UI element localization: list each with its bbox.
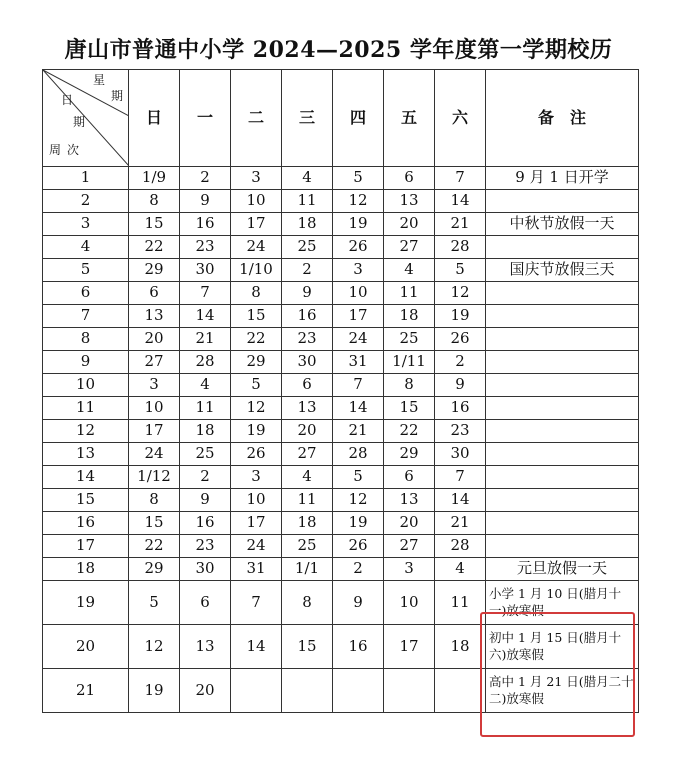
date-cell: 25	[384, 328, 435, 351]
date-cell: 29	[231, 351, 282, 374]
date-cell: 24	[333, 328, 384, 351]
date-cell: 6	[282, 374, 333, 397]
date-cell: 20	[384, 213, 435, 236]
date-cell: 23	[180, 535, 231, 558]
note-cell	[486, 466, 639, 489]
week-number-cell: 18	[43, 558, 129, 581]
date-cell: 27	[384, 236, 435, 259]
week-number-cell: 20	[43, 625, 129, 669]
table-row	[43, 625, 639, 669]
note-cell	[486, 351, 639, 374]
corner-label-ri: 日	[61, 93, 74, 107]
table-row	[43, 167, 639, 190]
date-cell: 12	[333, 190, 384, 213]
table-row	[43, 443, 639, 466]
table-row	[43, 190, 639, 213]
date-cell: 24	[231, 535, 282, 558]
date-cell: 10	[129, 397, 180, 420]
date-cell: 4	[180, 374, 231, 397]
week-number-cell: 11	[43, 397, 129, 420]
date-cell: 11	[282, 489, 333, 512]
date-cell: 2	[180, 167, 231, 190]
date-cell: 7	[435, 466, 486, 489]
date-cell: 6	[384, 466, 435, 489]
date-cell: 23	[435, 420, 486, 443]
date-cell: 13	[384, 489, 435, 512]
date-cell: 2	[435, 351, 486, 374]
date-cell: 27	[282, 443, 333, 466]
date-cell: 6	[384, 167, 435, 190]
date-cell: 30	[282, 351, 333, 374]
date-cell: 18	[435, 625, 486, 669]
date-cell: 18	[384, 305, 435, 328]
table-row	[43, 512, 639, 535]
corner-label-zhou: 周	[49, 143, 62, 157]
date-cell: 25	[180, 443, 231, 466]
week-number-cell: 9	[43, 351, 129, 374]
note-cell: 国庆节放假三天	[486, 259, 639, 282]
corner-label-qi-left: 期	[73, 115, 86, 129]
date-cell: 17	[333, 305, 384, 328]
header-day-fri: 五	[384, 70, 435, 167]
table-row	[43, 351, 639, 374]
date-cell: 18	[180, 420, 231, 443]
date-cell: 12	[435, 282, 486, 305]
date-cell: 13	[129, 305, 180, 328]
date-cell: 26	[333, 236, 384, 259]
date-cell: 5	[435, 259, 486, 282]
table-row	[43, 535, 639, 558]
note-cell: 小学 1 月 10 日(腊月十一)放寒假	[486, 581, 639, 625]
date-cell: 1/10	[231, 259, 282, 282]
week-number-cell: 14	[43, 466, 129, 489]
page-title: 唐山市普通中小学 2024—2025 学年度第一学期校历	[64, 37, 613, 63]
note-cell	[486, 420, 639, 443]
date-cell: 12	[333, 489, 384, 512]
date-cell: 19	[333, 213, 384, 236]
date-cell: 26	[333, 535, 384, 558]
date-cell: 9	[282, 282, 333, 305]
date-cell: 27	[129, 351, 180, 374]
date-cell: 5	[333, 466, 384, 489]
date-cell: 16	[180, 213, 231, 236]
week-number-cell: 4	[43, 236, 129, 259]
table-row	[43, 282, 639, 305]
date-cell: 11	[384, 282, 435, 305]
header-day-thu: 四	[333, 70, 384, 167]
date-cell: 10	[384, 581, 435, 625]
date-cell: 19	[129, 669, 180, 713]
note-cell	[486, 489, 639, 512]
date-cell: 18	[282, 213, 333, 236]
date-cell: 3	[129, 374, 180, 397]
date-cell: 14	[435, 190, 486, 213]
header-day-wed: 三	[282, 70, 333, 167]
note-cell	[486, 443, 639, 466]
date-cell: 6	[180, 581, 231, 625]
date-cell: 15	[129, 512, 180, 535]
date-cell: 24	[129, 443, 180, 466]
date-cell: 9	[180, 190, 231, 213]
date-cell: 30	[180, 259, 231, 282]
date-cell: 4	[282, 167, 333, 190]
table-row	[43, 466, 639, 489]
date-cell: 4	[282, 466, 333, 489]
header-corner-cell	[43, 70, 129, 167]
week-number-cell: 8	[43, 328, 129, 351]
header-notes: 备 注	[486, 70, 639, 167]
date-cell: 8	[231, 282, 282, 305]
week-number-cell: 16	[43, 512, 129, 535]
date-cell: 21	[333, 420, 384, 443]
date-cell: 28	[180, 351, 231, 374]
week-number-cell: 19	[43, 581, 129, 625]
date-cell: 29	[384, 443, 435, 466]
week-number-cell: 21	[43, 669, 129, 713]
date-cell: 10	[231, 190, 282, 213]
table-row	[43, 420, 639, 443]
date-cell: 8	[129, 489, 180, 512]
date-cell: 25	[282, 535, 333, 558]
date-cell	[435, 669, 486, 713]
table-row	[43, 397, 639, 420]
note-cell: 初中 1 月 15 日(腊月十六)放寒假	[486, 625, 639, 669]
date-cell: 17	[231, 213, 282, 236]
header-day-mon: 一	[180, 70, 231, 167]
table-row	[43, 305, 639, 328]
date-cell: 19	[333, 512, 384, 535]
date-cell: 10	[333, 282, 384, 305]
date-cell: 30	[180, 558, 231, 581]
table-row	[43, 489, 639, 512]
week-number-cell: 15	[43, 489, 129, 512]
date-cell: 30	[435, 443, 486, 466]
date-cell: 7	[231, 581, 282, 625]
date-cell: 9	[180, 489, 231, 512]
note-cell: 元旦放假一天	[486, 558, 639, 581]
date-cell: 20	[384, 512, 435, 535]
date-cell: 28	[435, 535, 486, 558]
date-cell: 26	[435, 328, 486, 351]
date-cell: 4	[384, 259, 435, 282]
date-cell: 16	[435, 397, 486, 420]
date-cell	[384, 669, 435, 713]
date-cell: 13	[384, 190, 435, 213]
table-row	[43, 374, 639, 397]
week-number-cell: 13	[43, 443, 129, 466]
table-row	[43, 558, 639, 581]
date-cell: 17	[231, 512, 282, 535]
note-cell: 9 月 1 日开学	[486, 167, 639, 190]
date-cell: 5	[231, 374, 282, 397]
date-cell: 14	[231, 625, 282, 669]
date-cell: 8	[129, 190, 180, 213]
date-cell: 31	[333, 351, 384, 374]
date-cell: 15	[231, 305, 282, 328]
date-cell: 8	[282, 581, 333, 625]
note-cell	[486, 397, 639, 420]
date-cell: 28	[435, 236, 486, 259]
header-day-sun: 日	[129, 70, 180, 167]
table-row	[43, 236, 639, 259]
date-cell: 2	[282, 259, 333, 282]
week-number-cell: 2	[43, 190, 129, 213]
date-cell: 13	[282, 397, 333, 420]
week-number-cell: 5	[43, 259, 129, 282]
date-cell: 1/11	[384, 351, 435, 374]
date-cell: 7	[333, 374, 384, 397]
date-cell: 5	[129, 581, 180, 625]
date-cell: 20	[282, 420, 333, 443]
date-cell: 6	[129, 282, 180, 305]
date-cell: 1/9	[129, 167, 180, 190]
date-cell: 12	[231, 397, 282, 420]
date-cell: 29	[129, 558, 180, 581]
date-cell: 20	[129, 328, 180, 351]
table-row	[43, 669, 639, 713]
date-cell: 25	[282, 236, 333, 259]
date-cell: 11	[282, 190, 333, 213]
week-number-cell: 12	[43, 420, 129, 443]
date-cell: 22	[231, 328, 282, 351]
date-cell: 14	[435, 489, 486, 512]
note-cell	[486, 328, 639, 351]
date-cell: 8	[384, 374, 435, 397]
date-cell: 4	[435, 558, 486, 581]
date-cell: 11	[435, 581, 486, 625]
date-cell: 28	[333, 443, 384, 466]
header-day-sat: 六	[435, 70, 486, 167]
date-cell: 3	[384, 558, 435, 581]
date-cell: 22	[129, 535, 180, 558]
week-number-cell: 3	[43, 213, 129, 236]
table-row	[43, 213, 639, 236]
header-row	[43, 70, 639, 167]
school-calendar-table	[42, 69, 639, 713]
date-cell: 21	[435, 512, 486, 535]
week-number-cell: 17	[43, 535, 129, 558]
note-cell	[486, 512, 639, 535]
table-row	[43, 581, 639, 625]
date-cell: 9	[333, 581, 384, 625]
corner-label-ci: 次	[67, 143, 80, 157]
date-cell: 7	[435, 167, 486, 190]
date-cell: 21	[435, 213, 486, 236]
date-cell: 19	[435, 305, 486, 328]
date-cell: 1/1	[282, 558, 333, 581]
date-cell	[333, 669, 384, 713]
date-cell: 7	[180, 282, 231, 305]
corner-label-qi-top: 期	[111, 89, 124, 103]
date-cell	[231, 669, 282, 713]
week-number-cell: 6	[43, 282, 129, 305]
date-cell: 16	[180, 512, 231, 535]
date-cell: 17	[129, 420, 180, 443]
date-cell: 15	[282, 625, 333, 669]
date-cell: 1/12	[129, 466, 180, 489]
date-cell: 2	[333, 558, 384, 581]
note-cell	[486, 282, 639, 305]
week-number-cell: 1	[43, 167, 129, 190]
date-cell: 14	[180, 305, 231, 328]
date-cell: 23	[282, 328, 333, 351]
date-cell: 17	[384, 625, 435, 669]
table-row	[43, 259, 639, 282]
week-number-cell: 10	[43, 374, 129, 397]
date-cell: 11	[180, 397, 231, 420]
date-cell: 5	[333, 167, 384, 190]
date-cell: 15	[129, 213, 180, 236]
date-cell: 19	[231, 420, 282, 443]
date-cell: 29	[129, 259, 180, 282]
table-row	[43, 328, 639, 351]
note-cell	[486, 305, 639, 328]
note-cell	[486, 535, 639, 558]
date-cell: 27	[384, 535, 435, 558]
note-cell	[486, 374, 639, 397]
date-cell: 13	[180, 625, 231, 669]
note-cell	[486, 236, 639, 259]
note-cell: 中秋节放假一天	[486, 213, 639, 236]
date-cell: 9	[435, 374, 486, 397]
date-cell: 3	[231, 466, 282, 489]
calendar-body	[43, 167, 639, 713]
week-number-cell: 7	[43, 305, 129, 328]
date-cell: 26	[231, 443, 282, 466]
date-cell: 3	[333, 259, 384, 282]
date-cell: 20	[180, 669, 231, 713]
date-cell: 3	[231, 167, 282, 190]
corner-label-xing: 星	[93, 73, 106, 87]
date-cell: 22	[129, 236, 180, 259]
date-cell: 21	[180, 328, 231, 351]
date-cell: 18	[282, 512, 333, 535]
date-cell: 23	[180, 236, 231, 259]
date-cell: 31	[231, 558, 282, 581]
date-cell: 15	[384, 397, 435, 420]
date-cell: 16	[282, 305, 333, 328]
date-cell: 16	[333, 625, 384, 669]
header-day-tue: 二	[231, 70, 282, 167]
date-cell: 14	[333, 397, 384, 420]
date-cell: 2	[180, 466, 231, 489]
date-cell: 22	[384, 420, 435, 443]
date-cell: 12	[129, 625, 180, 669]
date-cell: 10	[231, 489, 282, 512]
date-cell	[282, 669, 333, 713]
date-cell: 24	[231, 236, 282, 259]
note-cell	[486, 190, 639, 213]
note-cell: 高中 1 月 21 日(腊月二十二)放寒假	[486, 669, 639, 713]
